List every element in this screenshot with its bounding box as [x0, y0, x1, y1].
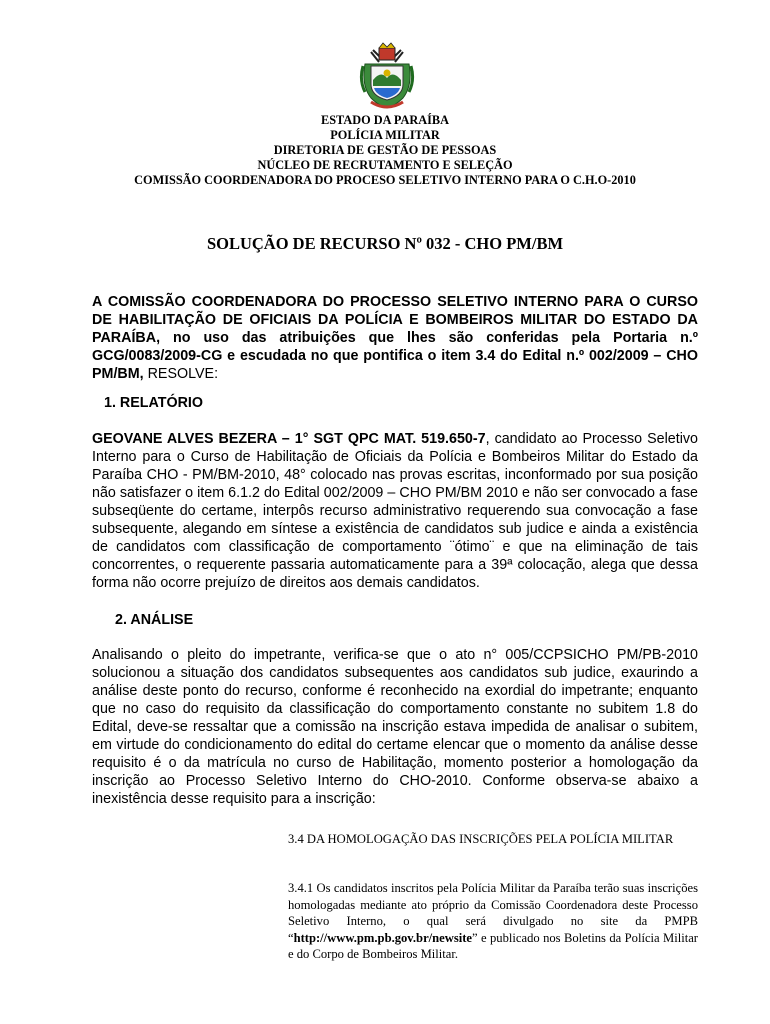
section-heading-relatorio: 1. RELATÓRIO — [104, 395, 204, 411]
quoted-clause-text — [288, 880, 698, 963]
candidate-name: GEOVANE ALVES BEZERA – 1° SGT QPC MAT. 519.650-7 — [92, 431, 486, 447]
document-title: SOLUÇÃO DE RECURSO Nº 032 - CHO PM/BM — [206, 234, 564, 253]
section-heading-analise: 2. ANÁLISE — [115, 612, 194, 628]
intro-bold-text: A COMISSÃO COORDENADORA DO PROCESSO SELETIVO INTERNO PARA O CURSO DE HABILITAÇÃO DE OFICIAIS DA POLÍCIA E BOMBEIROS MILITAR DO ESTADO DA PARAÍBA, no uso das atribuições que lhes são conferidas pela Portaria n.º GCG/0083/2009-CG e escudada no que pontifica o item 3.4 do Edital n.º 002/2009 – CHO PM/BM, — [92, 294, 698, 382]
header-line-commission: COMISSÃO COORDENADORA DO PROCESO SELETIVO INTERNO PARA O C.H.O-2010 — [134, 173, 636, 187]
header-line-police: POLÍCIA MILITAR — [330, 128, 440, 142]
website-link[interactable]: http://www.pm.pb.gov.br/newsite — [293, 930, 473, 945]
relatorio-paragraph — [92, 430, 698, 592]
intro-resolve-text: RESOLVE: — [143, 366, 219, 382]
coat-of-arms-seal — [357, 40, 417, 110]
quoted-text-after: ” e publicado nos Boletins da Polícia Militar e do Corpo de Bombeiros Militar. — [288, 930, 698, 961]
quoted-text-before: 3.4.1 Os candidatos inscritos pela Polícia Militar da Paraíba terão suas inscrições homologadas mediante ato próprio da Comissão Coordenadora deste Processo Seletivo Interno, o qual será divulgado no site da PMPB “ — [288, 881, 698, 945]
header-line-directorate: DIRETORIA DE GESTÃO DE PESSOAS — [273, 143, 497, 157]
header-line-state: ESTADO DA PARAÍBA — [321, 113, 449, 127]
intro-paragraph — [92, 293, 698, 383]
header-line-nucleus: NÚCLEO DE RECRUTAMENTO E SELEÇÃO — [257, 158, 513, 172]
analise-paragraph: Analisando o pleito do impetrante, verifica-se que o ato n° 005/CCPSICHO PM/PB-2010 solucionou a situação dos candidatos subsequentes aos candidatos sub judice, exaurindo a análise deste ponto do recurso, conforme é reconhecido na exordial do impetrante; enquanto que no caso do requisito da classificação do comportamento constante no subitem 1.8 do Edital, deve-se ressaltar que a comissão na inscrição estava impedida de analisar o subitem, em virtude do condicionamento do edital do certame elencar que o momento da análise desse requisito é o da matrícula no curso de Habilitação, momento posterior a homologação da inscrição ao Processo Seletivo Interno do CHO-2010. Conforme observa-se abaixo a inexistência desse requisito para a inscrição: — [92, 647, 698, 807]
quoted-section-heading: 3.4 DA HOMOLOGAÇÃO DAS INSCRIÇÕES PELA POLÍCIA MILITAR — [288, 832, 674, 846]
document-header — [60, 113, 710, 188]
relatorio-text: , candidato ao Processo Seletivo Interno para o Curso de Habilitação de Oficiais da Polícia e Bombeiros Militar do Estado da Paraíba CHO - PM/BM-2010, 48° colocado nas provas escritas, inconformado por sua posição não satisfazer o item 6.1.2 do Edital 002/2009 – CHO PM/BM 2010 e não ser convocado a fase subseqüente do certame, interpôs recurso administrativo requerendo sua convocação a fase subsequente, alegando em síntese a existência de candidatos sub judice e ainda a existência de candidatos com classificação de comportamento ¨ótimo¨ e que na eliminação de tais concorrentes, o requerente passaria automaticamente para a 39ª colocação, alega que dessa forma não ocorre prejuízo de direitos aos demais candidatos. — [92, 431, 698, 591]
